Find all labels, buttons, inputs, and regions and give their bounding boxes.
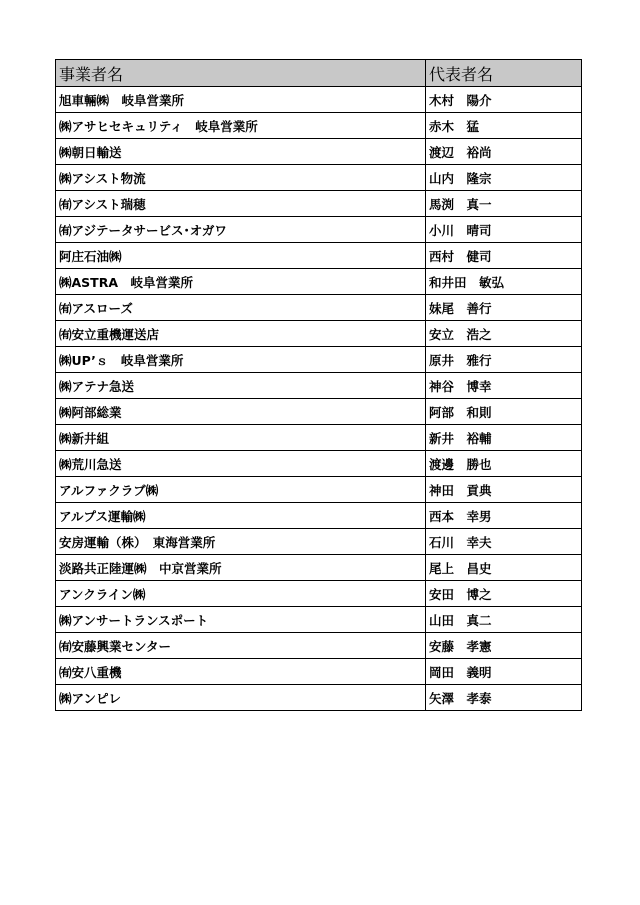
operator-name-cell: ㈱UP’ｓ 岐阜営業所 xyxy=(56,347,426,373)
table-row xyxy=(56,269,582,295)
operator-name-cell: 淡路共正陸運㈱ 中京営業所 xyxy=(56,555,426,581)
table-row xyxy=(56,321,582,347)
operator-name-cell: ㈱新井組 xyxy=(56,425,426,451)
representative-name-cell: 安田 博之 xyxy=(426,581,582,607)
operator-name-cell: ㈲アジテータサービス･オガワ xyxy=(56,217,426,243)
operator-name-cell: アルファクラブ㈱ xyxy=(56,477,426,503)
operator-name-cell: ㈱朝日輸送 xyxy=(56,139,426,165)
operator-name-cell: ㈱アテナ急送 xyxy=(56,373,426,399)
table-row xyxy=(56,477,582,503)
representative-name-cell: 赤木 猛 xyxy=(426,113,582,139)
representative-name-cell: 阿部 和則 xyxy=(426,399,582,425)
header-operator-name: 事業者名 xyxy=(56,60,426,87)
representative-name-cell: 安立 浩之 xyxy=(426,321,582,347)
representative-name-cell: 妹尾 善行 xyxy=(426,295,582,321)
representative-name-cell: 安藤 孝憲 xyxy=(426,633,582,659)
table-row xyxy=(56,373,582,399)
table-row xyxy=(56,139,582,165)
representative-name-cell: 神田 貢典 xyxy=(426,477,582,503)
table-row xyxy=(56,555,582,581)
representative-name-cell: 西村 健司 xyxy=(426,243,582,269)
table-row xyxy=(56,87,582,113)
operator-name-cell: ㈱アンサートランスポート xyxy=(56,607,426,633)
operator-name-cell: ㈲アシスト瑞穂 xyxy=(56,191,426,217)
table-body xyxy=(56,87,582,711)
operator-name-cell: ㈲安藤興業センター xyxy=(56,633,426,659)
table-row xyxy=(56,633,582,659)
operator-name-cell: アルプス運輸㈱ xyxy=(56,503,426,529)
operator-name-cell: ㈲安八重機 xyxy=(56,659,426,685)
operator-name-cell: 阿庄石油㈱ xyxy=(56,243,426,269)
table-row xyxy=(56,607,582,633)
representative-name-cell: 西本 幸男 xyxy=(426,503,582,529)
header-row xyxy=(56,60,582,87)
operator-name-cell: ㈱アシスト物流 xyxy=(56,165,426,191)
table-row xyxy=(56,659,582,685)
representative-name-cell: 尾上 昌史 xyxy=(426,555,582,581)
representative-name-cell: 渡辺 裕尚 xyxy=(426,139,582,165)
operator-name-cell: ㈱アンピレ xyxy=(56,685,426,711)
operator-name-cell: ㈱阿部総業 xyxy=(56,399,426,425)
operator-name-cell: ㈲アスローズ xyxy=(56,295,426,321)
table-row xyxy=(56,685,582,711)
table-row xyxy=(56,347,582,373)
table-row xyxy=(56,113,582,139)
representative-name-cell: 山田 真二 xyxy=(426,607,582,633)
operator-name-cell: ㈱荒川急送 xyxy=(56,451,426,477)
table-row xyxy=(56,529,582,555)
representative-name-cell: 神谷 博幸 xyxy=(426,373,582,399)
operator-name-cell: アンクライン㈱ xyxy=(56,581,426,607)
table-row xyxy=(56,399,582,425)
header-representative-name: 代表者名 xyxy=(426,60,582,87)
table-row xyxy=(56,451,582,477)
table-row xyxy=(56,425,582,451)
representative-name-cell: 馬渕 真一 xyxy=(426,191,582,217)
representative-name-cell: 新井 裕輔 xyxy=(426,425,582,451)
representative-name-cell: 山内 隆宗 xyxy=(426,165,582,191)
operator-name-cell: ㈲安立重機運送店 xyxy=(56,321,426,347)
operator-name-cell: 旭車輛㈱ 岐阜営業所 xyxy=(56,87,426,113)
table-row xyxy=(56,295,582,321)
representative-name-cell: 石川 幸夫 xyxy=(426,529,582,555)
representative-name-cell: 原井 雅行 xyxy=(426,347,582,373)
table-row xyxy=(56,191,582,217)
table-row xyxy=(56,243,582,269)
table-row xyxy=(56,217,582,243)
table-row xyxy=(56,165,582,191)
representative-name-cell: 和井田 敏弘 xyxy=(426,269,582,295)
representative-name-cell: 矢澤 孝泰 xyxy=(426,685,582,711)
table-row xyxy=(56,581,582,607)
operator-name-cell: 安房運輸（株） 東海営業所 xyxy=(56,529,426,555)
representative-name-cell: 小川 晴司 xyxy=(426,217,582,243)
operator-name-cell: ㈱アサヒセキュリティ 岐阜営業所 xyxy=(56,113,426,139)
representative-name-cell: 岡田 義明 xyxy=(426,659,582,685)
operator-roster-table xyxy=(55,59,582,711)
operator-name-cell: ㈱ASTRA 岐阜営業所 xyxy=(56,269,426,295)
representative-name-cell: 木村 陽介 xyxy=(426,87,582,113)
representative-name-cell: 渡邊 勝也 xyxy=(426,451,582,477)
table-row xyxy=(56,503,582,529)
